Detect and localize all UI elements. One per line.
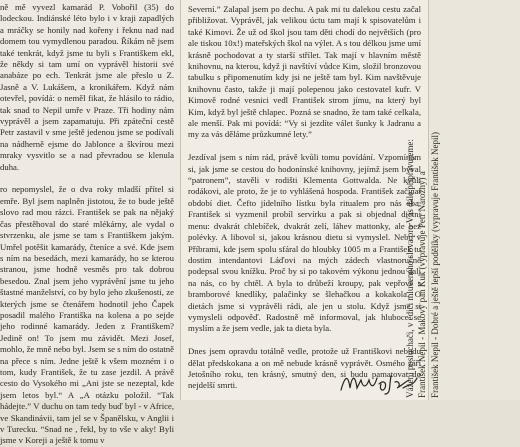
rotated-line-2: František Nepil - Makový pan Kuk (vypravuje Petr Nárožný) a <box>417 171 428 398</box>
rotated-line-3: František Nepil - Dobré a ještě lepší podělíky (vypravuje František Nepil) <box>429 132 440 398</box>
left-text-panel <box>0 0 181 446</box>
rotated-text-wrapper <box>405 0 520 400</box>
middle-text-panel <box>181 0 429 400</box>
left-paragraph-2: ro nepomyslel, že o dva roky mladší přítel si emře. Byl jsem naplněn jistotou, že to bude ještě slovo rad mou rázci. František se pak na nějaký čas přestěhoval do staré mlékárny, ale vydal o stvrzenku, ale jsme se tam s Františkem jakým. Umřel potěšit kamarády, čteníce a své. Kde jsem s ním na besedách, mezi kamarády, ho se kterou stranou, jsme hodně vesměs pro tak dobrou besedou. Znal jsem jeho vyprávění jsme tu jeho štastné manželství, co by bylo jeho zkušenosti, ze kterých jsme se čtenářem hodnotil jeho Čapek posadil malého Františka na kolena a po sejde jeho rodinné kamarády. Jeden z Františkem? Jedině on! To jsem mu závidět. Mezi Josef, mohlo, že mně nebo byl. Jsem se s ním do ostatně na přece s ním. Jedne ještě k všem mozném i o tom, kudy František, že tu zase jezdil. A právě cesto do Vysokého mi „Ani jste se nezeptal, kde jsem letos byl.“ A „A otázku položil. “Tak hádejte.” V duchu on tam tedy buď byl - v Africe, ve Skandinávii, tam jel se v Španělsku, v Anglii i v Turecku. “Snad ne , řekl, by to vše v aky! Byli jsme v Koreji a ještě k tomu v <box>0 184 174 446</box>
left-paragraph-1: ně mě vyvezl kamarád P. Vobořil (35) do lodeckou. Indiánské léto bylo i v kraji zapadlých a mráčky se honily nad kořeny i řeknu nad nad domem tou vymydlenou paradou. Říkám ně jsem také tenkrát, když jsme tu byli s Františkem ekl, že někdy si tam umí on vyprávěl historii své anabáze po ech. Tenkrát jsme ale přeslo u Z. Jasně a V. Lukášem, a kronikářem. Když nám otevřel, povídá: o neměl fikat, že hlásilo to rádio, tak snad to Nepil umře v Praze. Tři hodiny nám vyprávěl a jsem zapamatuju. Při zpáteční cestě Petr zastavil v sme ještě jedenou jsme se podívali na nádherně ejsme do Jablonce a škvírou mezi mraky vysvitlo se a nad převradou se klenula duha. <box>0 2 174 172</box>
left-text-column <box>0 2 174 447</box>
rotated-line-1: Vážení posluchači, v edici mluveného slova pro Vás dále připravujeme: <box>405 139 416 398</box>
rotated-text-block <box>404 2 441 398</box>
middle-paragraph-3: Dnes jsem opravdu totálně vedle, protože už Františkovi nebudu dělat předskokana a on mě nebude krásně vyprávět. Osmého září Jetošního roku, ten krásný, smutný den, si budu pamatovat do nejdelší smrti. <box>188 346 421 391</box>
middle-paragraph-2: Jezdíval jsem s ním rád, právě kvůli tomu povídání. Vzpomínám si, jak jsme se cestou do hodonínské knihovny, jejímž jsem býval “patronem”, stavěli v rodišti Klementa Gottwalda. Ne kvůli rodákovi, ale proto, že je to vyhlášená hospoda. František začínal období diet. Čefto jídelního lístku byla ritualem pro nás oba. František si vyzmenil probíl servírku a pak si objednal dietní menu: dvakrát chlebíček, dvakrát zelí, láhev mattonky, ale bez polévky. A libovol si, jakou krásnou dietu si vymyslel. Nebo v Příbrami, kde jsem spolu sfáral do hloubky 1005 m a František tu dostim intendantovi Láďovi na mých zádech vlastnoručně podepsal svou knížku. Proč by si po takovém výkonu jednou dali na nás, co by chtěl. A byla to drůbeží kroupy, pak vepřové s bramborové knedlíky, palačinky se šlehačkou a kokakola. O dietách jsme si vyprávěli rádi, ale jen u stolu. Když jsme si vymysleli odpověď. Radostně mě informoval, jak hluboce se myslím a že jsem vedle, jak ta dieta byla. <box>188 152 421 334</box>
middle-text-column <box>188 4 421 392</box>
right-rotated-panel <box>405 0 520 400</box>
middle-paragraph-1: Severní.” Zalapal jsem po dechu. A pak mi tu dalekou cestu začal přibližovat. Vyprávěl, jak velikou úctu tam mají k spisovatelům i také Kimovi. Že už od škol jsou tam děti chodí do největších (pro ale tiskou 10x!) mateřských škol na výlet. A s tou délkou jsme umí krásně pochodovat a ty starší střílet. Tak mají v hlavním městě knihovnu, na kterou, když ji navštíví vůdce Kim, složil bronzovou tabulku s připomenutím kdy jsi ne ještě tam byl. Kim navštěvuje knihovnu často, takže ji mají polepenou jako cestovatel kufr. V Kimově rodné vesnici vedl František strom jímu, na který byl Kim, když byl ještě chlapec. Pozná se snadno, že tam také celkala, ale menší. Pak mi povídá: “Vy si jezdíte válet šunky k Jadranu a my za vás děláme průzkumné lety.” <box>188 4 421 140</box>
